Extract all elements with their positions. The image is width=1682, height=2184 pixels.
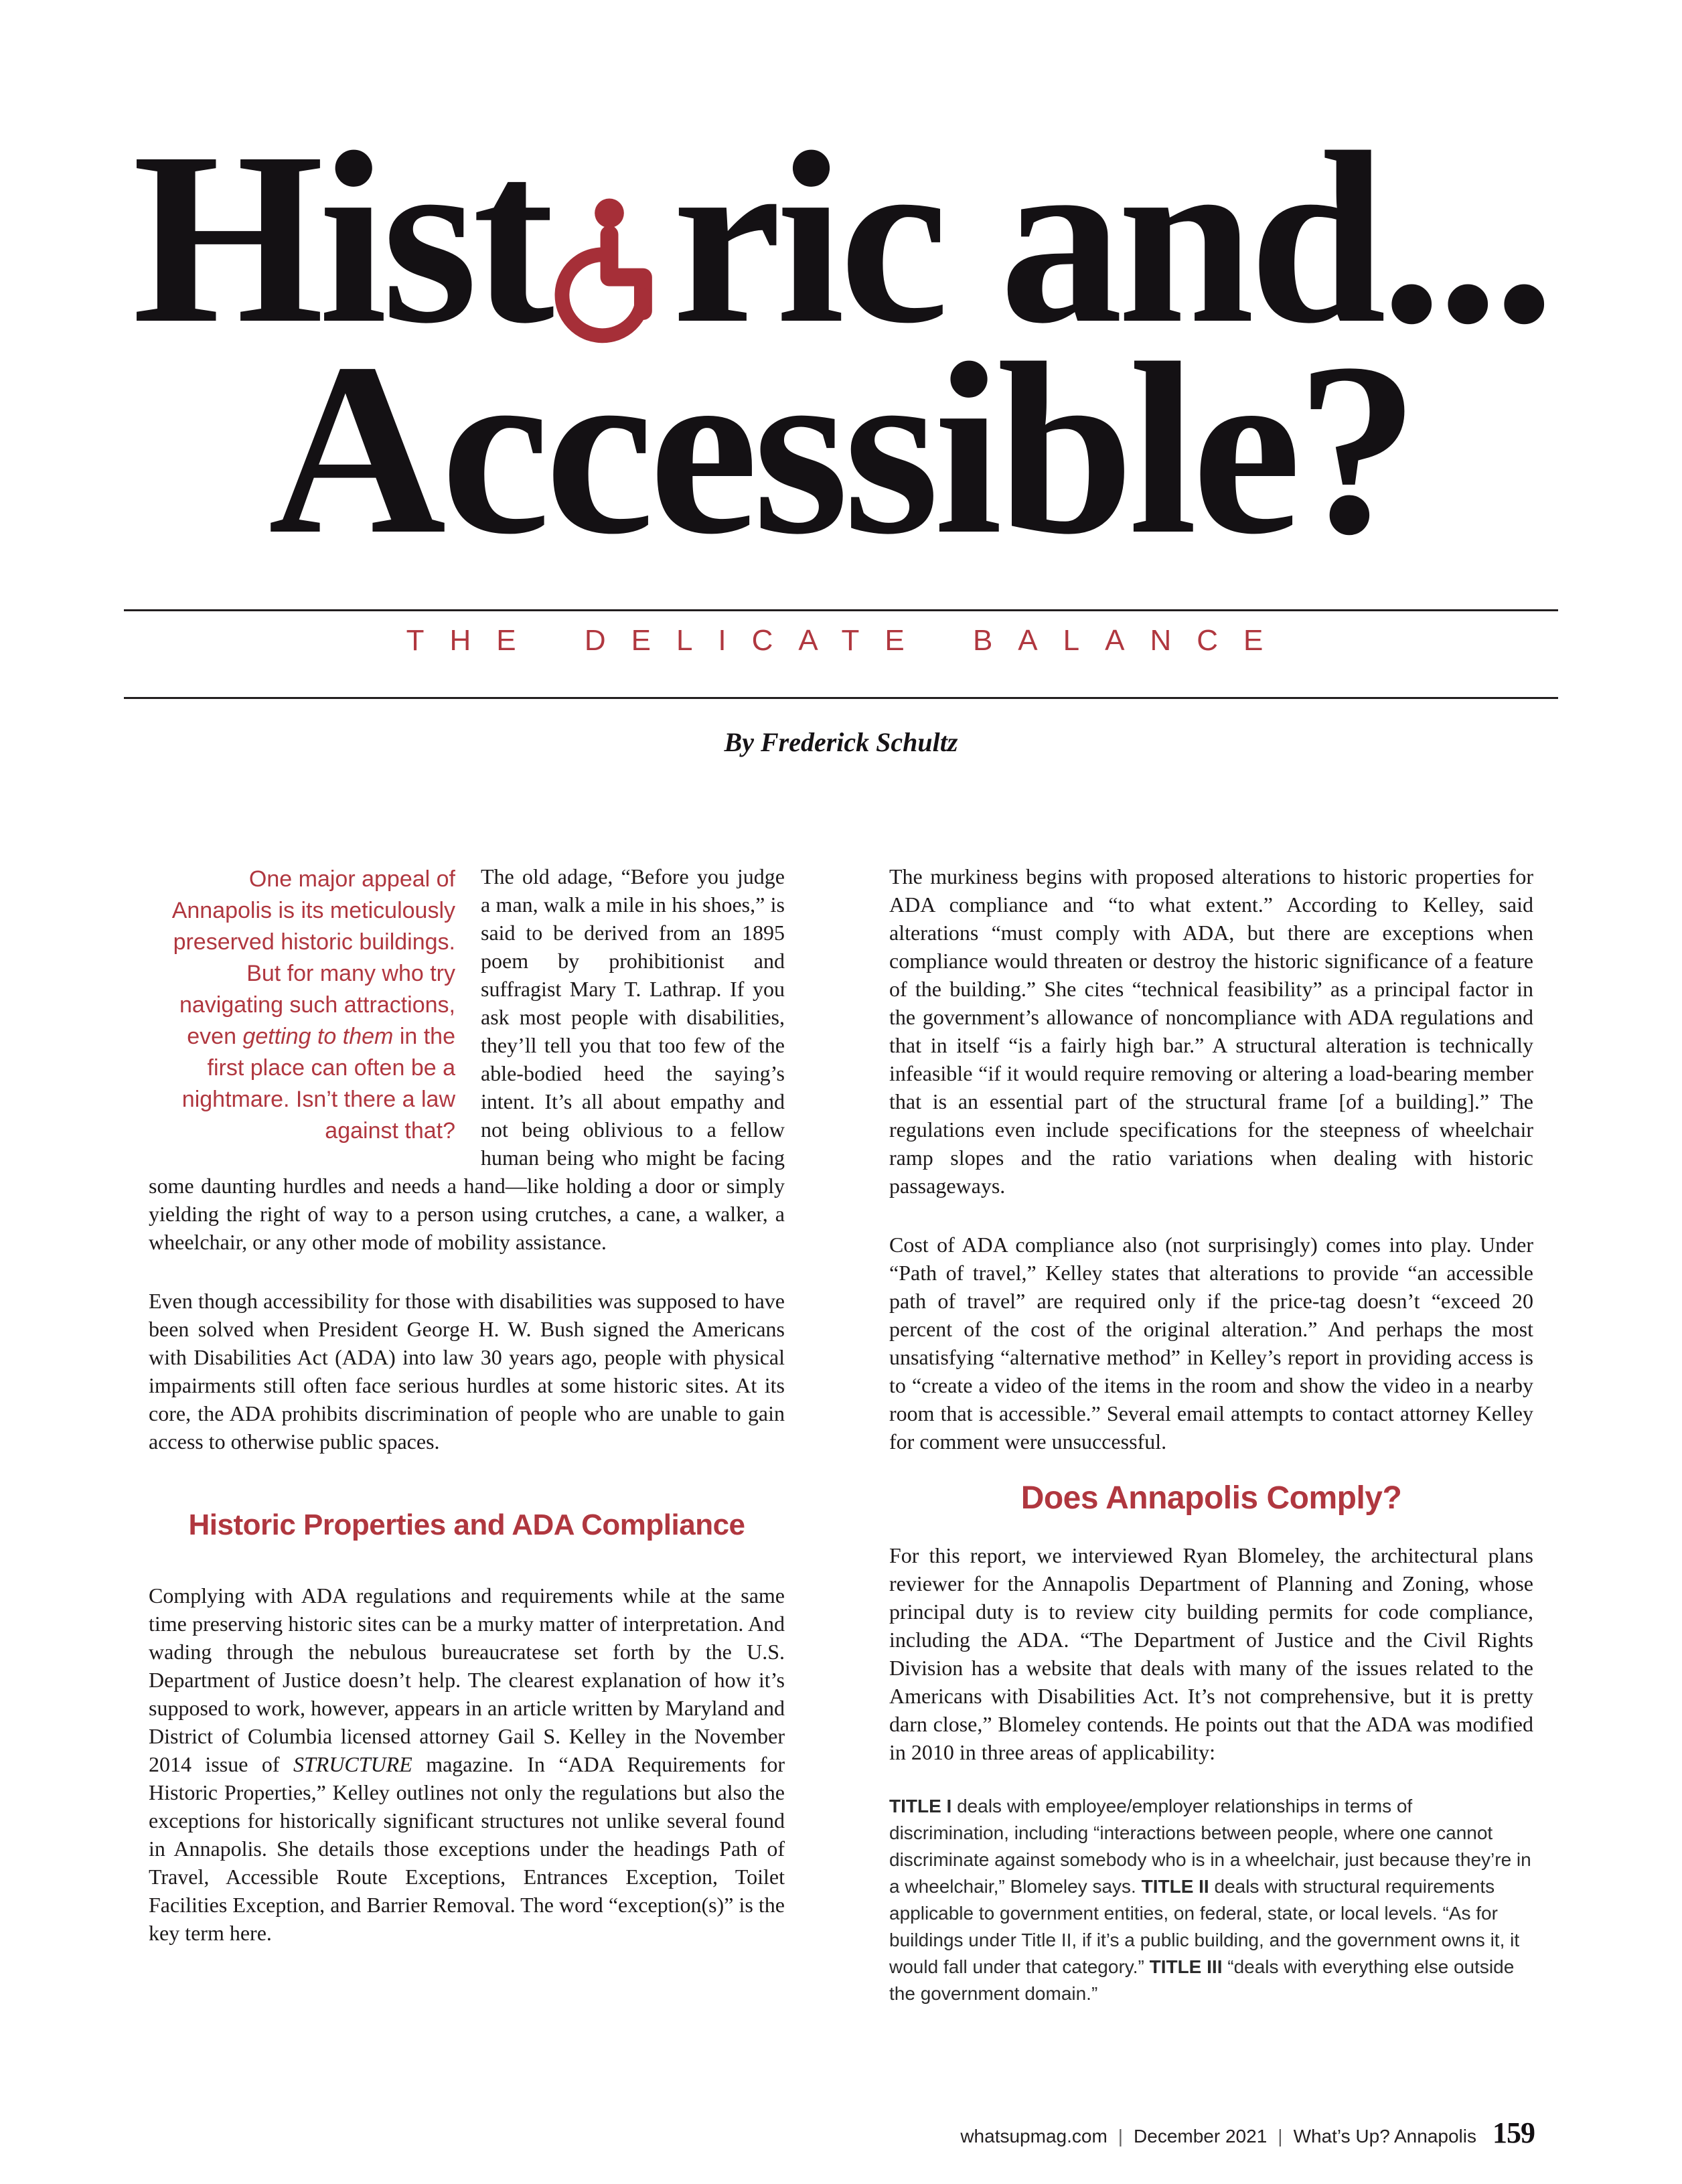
page-number: 159: [1493, 2116, 1535, 2149]
title-one-label: TITLE I: [889, 1796, 952, 1816]
wheelchair-icon: [553, 120, 666, 275]
left-column: [149, 862, 785, 1947]
intro-callout: [149, 864, 455, 1147]
title-two-label: TITLE II: [1141, 1876, 1209, 1897]
footer-site: whatsupmag.com: [960, 2126, 1107, 2147]
page-footer: [960, 2116, 1535, 2150]
intro-text-pre: One major appeal of Annapolis is its meticulously preserved historic buildings. But for many who try navigating such attractions, even: [171, 866, 455, 1049]
paragraph-3-pre: Complying with ADA regulations and requirements while at the same time preserving historic sites can be a murky matter of interpretation. And wading through the nebulous bureaucratese set forth by the U.S. Department of Justice doesn’t help. The clearest explanation of how it’s supposed to work, however, appears in an article written by Maryland and District of Columbia licensed attorney Gail S. Kelley in the November 2014 issue of: [149, 1583, 785, 1776]
section-heading-does-annapolis-comply: Does Annapolis Comply?: [1020, 1480, 1402, 1516]
divider-rule-top: [124, 609, 1558, 611]
body-paragraph-2: Even though accessibility for those with disabilities was supposed to have been solved when President George H. W. Bush signed the Americans with Disabilities Act (ADA) into law 30 years ago, people with physical impairments still often face serious hurdles at some historic sites. At its core, the ADA prohibits discrimination of people who are unable to gain access to otherwise public spaces.: [149, 1289, 785, 1454]
body-paragraph-3: [149, 1581, 785, 1947]
body-paragraph-6: For this report, we interviewed Ryan Blomeley, the architectural plans reviewer for the Annapolis Department of Planning and Zoning, whose principal duty is to review city building permits for code compliance, including the ADA. “The Department of Justice and the Civil Rights Division has a website that deals with many of the issues related to the Americans with Disabilities Act. It’s not comprehensive, but it is pretty darn close,” Blomeley contends. He points out that the ADA was modified in 2010 in three areas of applicability:: [889, 1543, 1533, 1764]
body-paragraph-4: The murkiness begins with proposed alterations to historic properties for ADA compliance and “to what extent.” According to Kelley, said alterations “must comply with ADA, but there are exceptions when compliance would threaten or destroy the historic significance of a feature of the building.” She cites “technical feasibility” as a principal factor in the government’s allowance of noncompliance with ADA regulations and that in itself “is a fairly high bar.” A structural alteration is technically infeasible “if it would require removing or altering a load-bearing member that is an essential part of the structural frame [of a building].” The regulations even include specifications for the steepness of wheelchair ramp slopes and the ratio variations when dealing with historic passageways.: [889, 864, 1533, 1198]
section-heading-historic-properties: Historic Properties and ADA Compliance: [188, 1508, 745, 1541]
footer-separator-2: |: [1278, 2126, 1283, 2147]
intro-text-italic: getting to them: [242, 1024, 394, 1049]
title-two-text: deals with structural requirements applicable to government entities, on federal, state, or local levels. “As for buildings under Title II, if it’s a public building, and the government owns it, it would fall under that category.”: [889, 1876, 1520, 1977]
body-paragraph-5: Cost of ADA compliance also (not surprisingly) comes into play. Under “Path of travel,” Kelley states that alterations to provide “an accessible path of travel” are required only if the price-tag doesn’t “exceed 20 percent of the cost of the original alteration.” And perhaps the most unsatisfying “alternative method” in Kelley’s report in providing access is to “create a video of the items in the room and show the video in a nearby room that is accessible.” Several email attempts to contact attorney Kelley for comment were unsuccessful.: [889, 1233, 1533, 1454]
divider-rule-bottom: [124, 697, 1558, 699]
title-line1-pre: Hist: [132, 101, 549, 374]
paragraph-3-post: magazine. In “ADA Requirements for Historic Properties,” Kelley outlines not only the regulations but also the exceptions for historically significant structures not unlike several found in Annapolis. She details those exceptions under the headings Path of Travel, Accessible Route Exceptions, Entrances Exception, Toilet Facilities Exception, and Barrier Removal. The word “exception(s)” is the key term here.: [149, 1752, 785, 1945]
title-three-label: TITLE III: [1149, 1956, 1223, 1977]
page-title-line2: Accessible?: [268, 312, 1414, 585]
title-three-text: “deals with everything else outside the government domain.”: [889, 1956, 1515, 2004]
title-one-text: deals with employee/employer relationships in terms of discrimination, including “interactions between people, where one cannot discriminate against somebody who is in a wheelchair, just because they’re in a wheelchair,” Blomeley says.: [889, 1796, 1531, 1897]
footer-separator-1: |: [1118, 2126, 1124, 2147]
kicker-text: THE DELICATE BALANCE: [406, 624, 1289, 657]
opening-paragraph-wrap: [149, 862, 785, 1256]
right-column: [889, 862, 1533, 2007]
byline: By Frederick Schultz: [724, 727, 958, 757]
body-paragraph-1: The old adage, “Before you judge a man, walk a mile in his shoes,” is said to be derived from an 1895 poem by prohibitionist and suffragist Mary T. Lathrap. If you ask most people with disabilities, they’ll tell you that too few of the able-bodied heed the saying’s intent. It’s all about empathy and not being oblivious to a fellow human being who might be facing some daunting hurdles and needs a hand—like holding a door or simply yielding the right of way to a person using crutches, a cane, a walker, a wheelchair, or any other mode of mobility assistance.: [149, 864, 785, 1254]
title-line1-post: ric and...: [672, 101, 1550, 374]
intro-text-post: in the first place can often be a nightmare. Isn’t there a law against that?: [181, 1024, 455, 1144]
magazine-name-italic: STRUCTURE: [293, 1752, 412, 1776]
footer-issue: December 2021: [1134, 2126, 1268, 2147]
footer-publication: What’s Up? Annapolis: [1293, 2126, 1476, 2147]
title-definitions-paragraph: [889, 1793, 1533, 2007]
